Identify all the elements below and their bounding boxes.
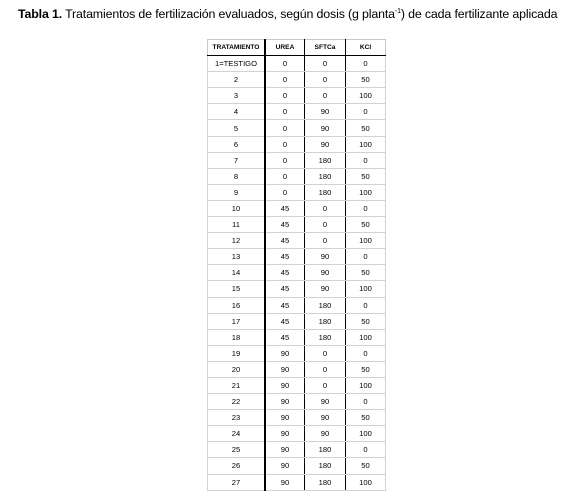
sftca-cell: 90 [305, 394, 346, 410]
header-kcl: KCl [346, 40, 386, 56]
kcl-cell: 100 [346, 136, 386, 152]
tratamiento-cell: 10 [208, 200, 266, 216]
table-row [208, 442, 386, 458]
sftca-cell: 0 [305, 361, 346, 377]
table-row [208, 104, 386, 120]
table-caption [18, 7, 557, 21]
table-header [208, 40, 386, 56]
urea-cell: 90 [265, 377, 305, 393]
kcl-cell: 50 [346, 410, 386, 426]
kcl-cell: 0 [346, 200, 386, 216]
kcl-cell: 50 [346, 458, 386, 474]
tratamiento-cell: 19 [208, 345, 266, 361]
sftca-cell: 90 [305, 265, 346, 281]
urea-cell: 0 [265, 168, 305, 184]
table-row [208, 233, 386, 249]
sftca-cell: 180 [305, 474, 346, 490]
urea-cell: 0 [265, 184, 305, 200]
urea-cell: 0 [265, 152, 305, 168]
urea-cell: 45 [265, 233, 305, 249]
caption-label: Tabla 1. [18, 7, 63, 21]
kcl-cell: 100 [346, 474, 386, 490]
table-row [208, 249, 386, 265]
table-row [208, 297, 386, 313]
table-row [208, 329, 386, 345]
table-row [208, 313, 386, 329]
kcl-cell: 50 [346, 168, 386, 184]
tratamiento-cell: 20 [208, 361, 266, 377]
urea-cell: 45 [265, 329, 305, 345]
table-row [208, 120, 386, 136]
kcl-cell: 0 [346, 442, 386, 458]
kcl-cell: 50 [346, 313, 386, 329]
urea-cell: 90 [265, 410, 305, 426]
tratamiento-cell: 26 [208, 458, 266, 474]
kcl-cell: 50 [346, 217, 386, 233]
tratamiento-cell: 21 [208, 377, 266, 393]
sftca-cell: 180 [305, 458, 346, 474]
table-row [208, 72, 386, 88]
table-row [208, 88, 386, 104]
urea-cell: 0 [265, 88, 305, 104]
sftca-cell: 0 [305, 217, 346, 233]
urea-cell: 45 [265, 281, 305, 297]
table-row [208, 56, 386, 72]
tratamiento-cell: 24 [208, 426, 266, 442]
urea-cell: 90 [265, 458, 305, 474]
caption-text-end: ) de cada fertilizante aplicada [400, 7, 558, 21]
urea-cell: 0 [265, 104, 305, 120]
kcl-cell: 0 [346, 345, 386, 361]
urea-cell: 0 [265, 56, 305, 72]
urea-cell: 45 [265, 297, 305, 313]
sftca-cell: 180 [305, 152, 346, 168]
table-row [208, 394, 386, 410]
tratamiento-cell: 8 [208, 168, 266, 184]
sftca-cell: 0 [305, 377, 346, 393]
urea-cell: 0 [265, 72, 305, 88]
header-tratamiento: TRATAMIENTO [208, 40, 266, 56]
sftca-cell: 180 [305, 329, 346, 345]
kcl-cell: 0 [346, 394, 386, 410]
urea-cell: 90 [265, 442, 305, 458]
header-urea: UREA [265, 40, 305, 56]
fertilization-treatments-table [207, 39, 386, 491]
tratamiento-cell: 27 [208, 474, 266, 490]
sftca-cell: 180 [305, 297, 346, 313]
table-row [208, 200, 386, 216]
tratamiento-cell: 15 [208, 281, 266, 297]
tratamiento-cell: 12 [208, 233, 266, 249]
sftca-cell: 180 [305, 313, 346, 329]
sftca-cell: 90 [305, 104, 346, 120]
table-row [208, 410, 386, 426]
urea-cell: 45 [265, 313, 305, 329]
urea-cell: 90 [265, 345, 305, 361]
urea-cell: 0 [265, 136, 305, 152]
kcl-cell: 50 [346, 265, 386, 281]
sftca-cell: 0 [305, 72, 346, 88]
sftca-cell: 180 [305, 168, 346, 184]
sftca-cell: 0 [305, 56, 346, 72]
sftca-cell: 0 [305, 88, 346, 104]
kcl-cell: 0 [346, 56, 386, 72]
table-row [208, 474, 386, 490]
tratamiento-cell: 5 [208, 120, 266, 136]
sftca-cell: 180 [305, 442, 346, 458]
table-row [208, 168, 386, 184]
urea-cell: 90 [265, 361, 305, 377]
tratamiento-cell: 9 [208, 184, 266, 200]
kcl-cell: 100 [346, 184, 386, 200]
table-row [208, 458, 386, 474]
kcl-cell: 100 [346, 377, 386, 393]
table-row [208, 426, 386, 442]
table-row [208, 361, 386, 377]
kcl-cell: 50 [346, 120, 386, 136]
kcl-cell: 0 [346, 249, 386, 265]
tratamiento-cell: 7 [208, 152, 266, 168]
table-row [208, 217, 386, 233]
urea-cell: 45 [265, 249, 305, 265]
tratamiento-cell: 13 [208, 249, 266, 265]
sftca-cell: 180 [305, 184, 346, 200]
sftca-cell: 90 [305, 249, 346, 265]
tratamiento-cell: 11 [208, 217, 266, 233]
table-row [208, 184, 386, 200]
kcl-cell: 100 [346, 281, 386, 297]
table-row [208, 281, 386, 297]
kcl-cell: 100 [346, 233, 386, 249]
sftca-cell: 90 [305, 120, 346, 136]
urea-cell: 0 [265, 120, 305, 136]
tratamiento-cell: 4 [208, 104, 266, 120]
tratamiento-cell: 18 [208, 329, 266, 345]
kcl-cell: 100 [346, 329, 386, 345]
tratamiento-cell: 3 [208, 88, 266, 104]
tratamiento-cell: 16 [208, 297, 266, 313]
caption-superscript: -1 [394, 8, 401, 15]
tratamiento-cell: 22 [208, 394, 266, 410]
urea-cell: 90 [265, 426, 305, 442]
tratamiento-cell: 14 [208, 265, 266, 281]
table-body [208, 56, 386, 491]
tratamiento-cell: 23 [208, 410, 266, 426]
sftca-cell: 90 [305, 281, 346, 297]
tratamiento-cell: 1=TESTIGO [208, 56, 266, 72]
sftca-cell: 90 [305, 136, 346, 152]
sftca-cell: 90 [305, 410, 346, 426]
header-row [208, 40, 386, 56]
urea-cell: 45 [265, 265, 305, 281]
sftca-cell: 0 [305, 345, 346, 361]
tratamiento-cell: 6 [208, 136, 266, 152]
urea-cell: 45 [265, 200, 305, 216]
urea-cell: 45 [265, 217, 305, 233]
urea-cell: 90 [265, 474, 305, 490]
kcl-cell: 50 [346, 72, 386, 88]
table-row [208, 345, 386, 361]
kcl-cell: 0 [346, 297, 386, 313]
kcl-cell: 50 [346, 361, 386, 377]
header-sftca: SFTCa [305, 40, 346, 56]
tratamiento-cell: 25 [208, 442, 266, 458]
kcl-cell: 100 [346, 426, 386, 442]
table-row [208, 136, 386, 152]
tratamiento-cell: 2 [208, 72, 266, 88]
sftca-cell: 0 [305, 200, 346, 216]
table-row [208, 152, 386, 168]
caption-text: Tratamientos de fertilización evaluados, según dosis (g planta [62, 7, 395, 21]
urea-cell: 90 [265, 394, 305, 410]
kcl-cell: 0 [346, 152, 386, 168]
table-row [208, 265, 386, 281]
kcl-cell: 0 [346, 104, 386, 120]
tratamiento-cell: 17 [208, 313, 266, 329]
table-row [208, 377, 386, 393]
sftca-cell: 90 [305, 426, 346, 442]
kcl-cell: 100 [346, 88, 386, 104]
sftca-cell: 0 [305, 233, 346, 249]
